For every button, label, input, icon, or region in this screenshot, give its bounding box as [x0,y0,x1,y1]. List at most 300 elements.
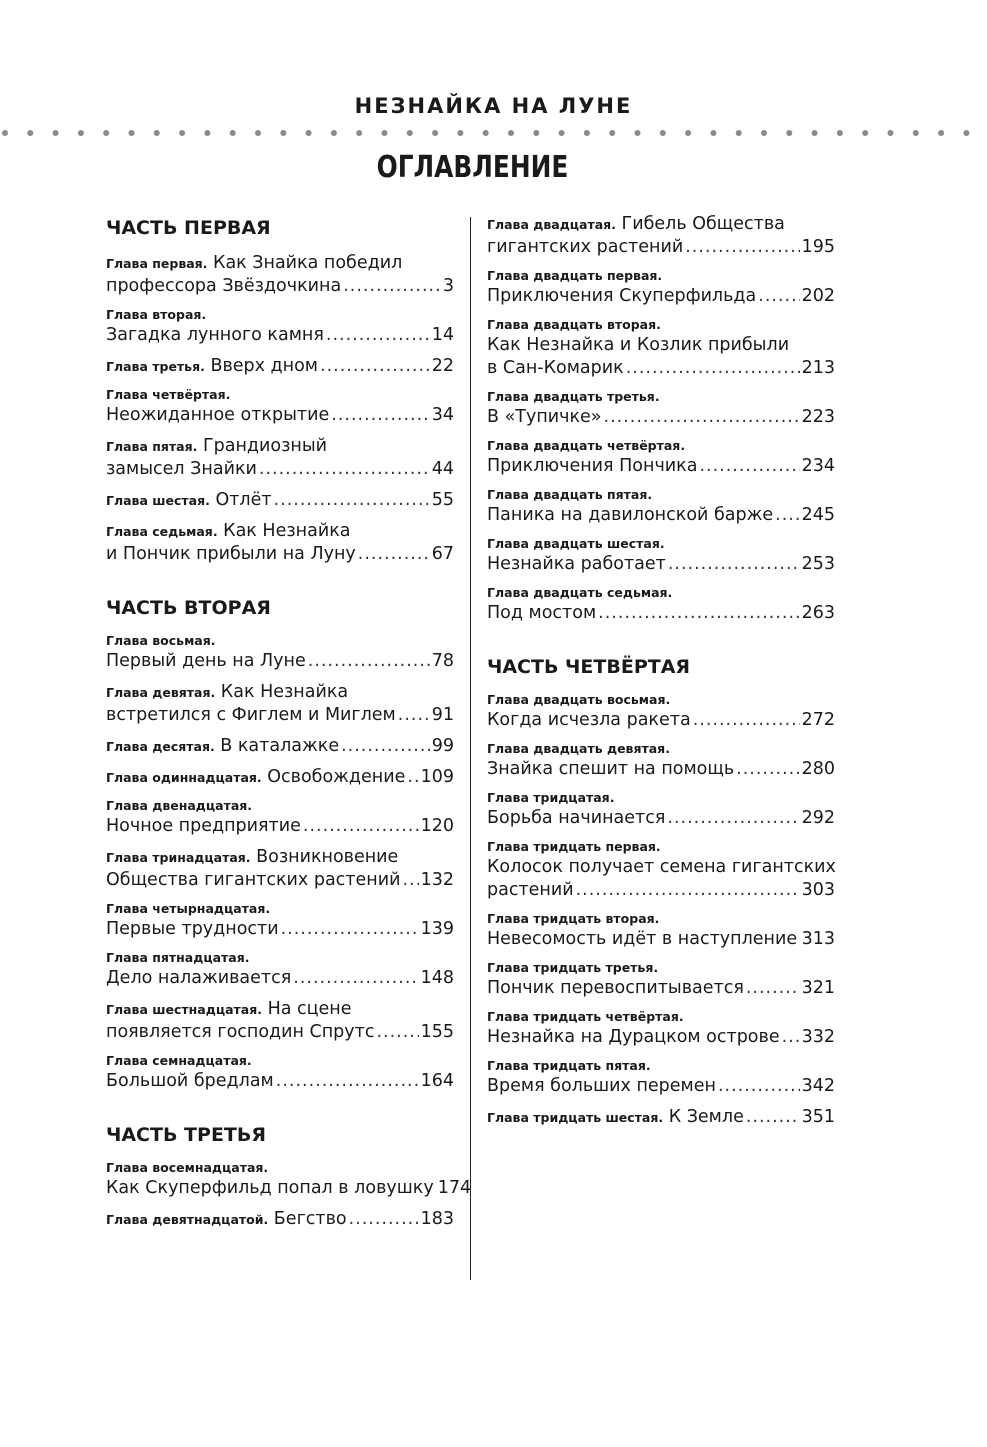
toc-column-right [487,213,835,1137]
page-number: 67 [431,544,454,564]
page-number: 351 [801,1107,835,1127]
chapter-label: Глава шестая. [106,493,210,508]
chapter-row [487,977,835,1000]
chapter-entry [487,740,835,781]
chapter-title: и Пончик прибыли на Луну [106,544,356,564]
dot-leader [699,455,799,478]
chapter-title-text [487,357,624,380]
part4-entries [487,691,835,1129]
chapter-entry [487,1106,835,1129]
dot-leader [598,602,799,625]
chapter-row [487,455,835,478]
chapter-title-line [106,846,454,869]
chapter-title: Первый день на Луне [106,651,306,671]
chapter-label: Глава тридцать первая. [487,839,661,854]
divider-dot [913,130,919,136]
chapter-entry [487,1008,835,1049]
chapter-entry [487,437,835,478]
chapter-title: замысел Знайки [106,459,257,479]
chapter-row [106,489,454,512]
chapter-label: Глава пятая. [106,439,198,454]
dot-leader [276,1070,419,1093]
divider-dot [432,130,438,136]
chapter-title-line: Как Незнайка и Козлик прибыли [487,335,790,355]
divider-dot [533,130,539,136]
divider-dot [635,130,641,136]
chapter-entry [106,1052,454,1093]
chapter-title: встретился с Фиглем и Миглем [106,705,396,725]
chapter-label: Глава одиннадцатая. [106,770,262,785]
chapter-title-text [487,406,602,429]
chapter-entry [106,735,454,758]
chapter-title-text [487,602,596,625]
chapter-title: Вверх дном [210,356,319,376]
chapter-entry [487,316,835,380]
chapter-title-text [487,977,744,1000]
chapter-row [106,1208,454,1231]
dot-leader [576,879,800,902]
chapter-title-line [106,998,454,1021]
chapter-entry [487,838,835,902]
chapter-row [106,650,454,673]
chapter-title-text: Грандиозный [202,436,328,456]
dot-leader [402,869,418,892]
chapter-row [106,1070,454,1093]
chapter-row [106,918,454,941]
book-title-header: НЕЗНАЙКА НА ЛУНЕ [354,94,633,118]
dot-leader [376,1021,418,1044]
divider-dot [609,130,615,136]
chapter-label: Глава двадцать четвёртая. [487,438,686,453]
chapter-title-text [487,1075,716,1098]
chapter-row [487,553,835,576]
chapter-title: Освобождение [267,767,406,787]
chapter-row [487,879,835,902]
page-number: 280 [801,759,835,779]
divider-dot [508,130,514,136]
chapter-entry [487,584,835,625]
chapter-row [106,404,454,427]
chapter-title-text: Как Незнайка [223,521,351,541]
chapter-title-text [106,489,272,512]
chapter-title-text [487,1106,744,1129]
chapter-row [487,504,835,527]
chapter-row [487,709,835,732]
divider-dot [710,130,716,136]
chapter-label: Глава десятая. [106,739,215,754]
chapter-title-text [487,285,756,308]
dot-leader [407,766,418,789]
dot-leader [343,275,441,298]
chapter-title: гигантских растений [487,237,684,257]
chapter-label: Глава третья. [106,359,205,374]
divider-dot [154,130,160,136]
chapter-entry [487,691,835,732]
page-number: 78 [431,651,454,671]
chapter-label: Глава тридцать вторая. [487,911,660,926]
chapter-title-text [106,543,356,566]
chapter-title: Ночное предприятие [106,816,301,836]
chapter-title-line [106,520,454,543]
chapter-label: Глава тридцать пятая. [487,1058,651,1073]
dot-leader [320,355,430,378]
chapter-row [106,815,454,838]
page-number: 272 [801,710,835,730]
dot-leader [274,489,430,512]
divider-dot [559,130,565,136]
divider-dot [255,130,261,136]
chapter-title: К Земле [668,1107,744,1127]
page-number: 132 [420,870,454,890]
chapter-entry [487,789,835,830]
chapter-row [487,1106,835,1129]
chapter-entry [487,213,835,259]
divider-dot [129,130,135,136]
page-number: 342 [801,1076,835,1096]
part-heading: ЧАСТЬ ПЕРВАЯ [106,217,271,239]
page-number: 120 [420,816,454,836]
page-number: 34 [431,405,454,425]
chapter-row [487,928,835,951]
dot-leader [303,815,419,838]
chapter-label: Глава тридцатая. [487,790,615,805]
chapter-label: Глава тринадцатая. [106,850,251,865]
chapter-label: Глава восьмая. [106,633,216,648]
page-title: ОГЛАВЛЕНИЕ [376,150,569,185]
dot-leader [746,1106,800,1129]
dot-leader [782,1026,800,1049]
chapter-title-text [487,758,734,781]
chapter-label: Глава двадцать третья. [487,389,660,404]
divider-dot [356,130,362,136]
chapter-title-line [106,435,454,458]
chapter-title-text [106,355,318,378]
dot-leader [349,1208,419,1231]
page-number: 183 [420,1209,454,1229]
chapter-row [487,236,835,259]
chapter-title-text [106,1177,434,1200]
chapter-title-line: Колосок получает семена гигантских [487,857,836,877]
chapter-title-text [487,236,683,259]
dot-leader [398,704,430,727]
page-number: 202 [801,286,835,306]
column-divider [470,217,471,1280]
chapter-row [487,758,835,781]
chapter-title-text [106,704,396,727]
chapter-entry [106,489,454,512]
chapter-title-text [106,766,405,789]
divider-dot [230,130,236,136]
chapter-row [487,357,835,380]
divider-dot [761,130,767,136]
page-number: 223 [801,407,835,427]
page-number: 164 [420,1071,454,1091]
page-number: 234 [801,456,835,476]
chapter-label: Глава восемнадцатая. [106,1160,269,1175]
chapter-title: Приключения Скуперфильда [487,286,757,306]
chapter-label: Глава двадцать восьмая. [487,692,671,707]
divider-dot [179,130,185,136]
chapter-label: Глава двенадцатая. [106,798,253,813]
chapter-title: Незнайка работает [487,554,666,574]
dot-leader [326,324,430,347]
divider-dot [685,130,691,136]
dot-leader [775,504,799,527]
chapter-label: Глава четырнадцатая. [106,901,271,916]
page-number: 55 [431,490,454,510]
chapter-title-text [487,807,665,830]
chapter-entry [106,681,454,727]
chapter-label: Глава двадцать шестая. [487,536,665,551]
page-number: 303 [801,880,835,900]
divider-dot [407,130,413,136]
dot-leader [293,967,418,990]
dot-leader [667,807,799,830]
chapter-label: Глава тридцать третья. [487,960,659,975]
chapter-entry [106,252,454,298]
chapter-row [106,967,454,990]
chapter-title-text [106,324,324,347]
chapter-title-text: Как Знайка победил [213,253,403,273]
chapter-title: Отлёт [215,490,272,510]
chapter-row [487,285,835,308]
chapter-row [106,275,454,298]
dotted-divider [0,123,987,143]
divider-dot [204,130,210,136]
divider-dot [331,130,337,136]
chapter-title-text [487,879,574,902]
divider-dot [786,130,792,136]
chapter-title-text [106,1021,374,1044]
chapter-entry [106,520,454,566]
chapter-row [487,406,835,429]
chapter-title-text [106,869,400,892]
chapter-title-text [106,815,301,838]
chapter-entry [487,910,835,951]
chapter-label: Глава двадцать первая. [487,268,663,283]
part3-continued-entries [487,213,835,625]
chapter-row [106,735,454,758]
chapter-title: Знайка спешит на помощь [487,759,735,779]
page-number: 174 [437,1178,472,1198]
chapter-title: в Сан-Комарик [487,358,624,378]
divider-dot [2,130,8,136]
dot-leader [758,285,799,308]
dot-leader [331,404,429,427]
dot-leader [308,650,430,673]
dot-leader [358,543,430,566]
chapter-label: Глава двадцать седьмая. [487,585,673,600]
chapter-entry [106,306,454,347]
chapter-label: Глава двадцать вторая. [487,317,661,332]
chapter-row [487,602,835,625]
divider-dot [27,130,33,136]
chapter-label: Глава двадцать пятая. [487,487,653,502]
divider-dot [382,130,388,136]
chapter-row [106,1177,472,1200]
chapter-entry [106,386,454,427]
part-heading: ЧАСТЬ ТРЕТЬЯ [106,1124,266,1146]
chapter-title-text [106,1070,274,1093]
dot-leader [746,977,800,1000]
chapter-title: Паника на давилонской барже [487,505,774,525]
chapter-label: Глава четвёртая. [106,387,231,402]
chapter-entry [106,846,454,892]
page-number: 14 [431,325,454,345]
dot-leader [736,758,799,781]
chapter-title: Загадка лунного камня [106,325,324,345]
divider-dot [660,130,666,136]
chapter-title: Общества гигантских растений [106,870,401,890]
chapter-row [106,324,454,347]
dot-leader [693,709,800,732]
chapter-title-text [106,1208,347,1231]
page-number: 253 [801,554,835,574]
chapter-title: Приключения Пончика [487,456,698,476]
chapter-row [106,766,454,789]
chapter-entry [106,766,454,789]
chapter-label: Глава шестнадцатая. [106,1002,262,1017]
divider-dot [862,130,868,136]
chapter-title: Как Скуперфильд попал в ловушку [106,1178,434,1198]
chapter-title-text [487,709,691,732]
chapter-title-text [106,404,329,427]
chapter-row [106,355,454,378]
chapter-entry [487,1057,835,1098]
chapter-title: Время больших перемен [487,1076,716,1096]
chapter-title: В «Тупичке» [487,407,602,427]
chapter-entry [106,355,454,378]
part1-entries [106,252,454,566]
page-number: 99 [431,736,454,756]
chapter-title: Дело налаживается [106,968,292,988]
part3-entries [106,1159,472,1231]
divider-dot [837,130,843,136]
chapter-title: Большой бредлам [106,1071,274,1091]
divider-dot [103,130,109,136]
chapter-title: Первые трудности [106,919,279,939]
chapter-label: Глава пятнадцатая. [106,950,250,965]
chapter-title-text [106,650,306,673]
page-number: 313 [801,929,835,949]
chapter-title-text [106,735,339,758]
divider-dot [280,130,286,136]
chapter-entry [106,900,454,941]
chapter-title: Незнайка на Дурацком острове [487,1027,780,1047]
toc-column-left [106,214,472,1239]
chapter-label: Глава первая. [106,256,208,271]
part-heading: ЧАСТЬ ВТОРАЯ [106,597,271,619]
chapter-entry [106,1208,454,1231]
chapter-label: Глава вторая. [106,307,207,322]
divider-dot [888,130,894,136]
dot-leader [259,458,430,481]
chapter-label: Глава двадцатая. [487,217,616,232]
divider-dot [736,130,742,136]
divider-dot [457,130,463,136]
divider-dot [78,130,84,136]
divider-dot [306,130,312,136]
chapter-label: Глава девятая. [106,685,216,700]
chapter-title-text [487,1026,780,1049]
dot-leader [668,553,800,576]
chapter-title: В каталажке [220,736,340,756]
chapter-label: Глава девятнадцатой. [106,1212,269,1227]
divider-dot [584,130,590,136]
page-number: 195 [801,237,835,257]
chapter-row [106,543,454,566]
page-number: 91 [431,705,454,725]
chapter-row [106,704,454,727]
chapter-title: Когда исчезла ракета [487,710,691,730]
chapter-entry [106,632,454,673]
chapter-title-text [487,455,697,478]
chapter-title: Невесомость идёт в наступление [487,929,798,949]
chapter-entry [487,535,835,576]
chapter-entry [487,486,835,527]
chapter-title: Борьба начинается [487,808,666,828]
chapter-title-line [106,252,454,275]
chapter-title: Неожиданное открытие [106,405,330,425]
chapter-label: Глава тридцать шестая. [487,1110,664,1125]
chapter-title-text [106,967,291,990]
chapter-row [487,1075,835,1098]
chapter-entry [487,959,835,1000]
page-number: 139 [420,919,454,939]
page-number: 155 [420,1022,454,1042]
page-number: 3 [442,276,454,296]
chapter-row [106,1021,454,1044]
chapter-title-text: Как Незнайка [220,682,349,702]
chapter-title: появляется господин Спрутс [106,1022,375,1042]
chapter-entry [487,388,835,429]
chapter-title-text [487,928,797,951]
chapter-title-text [106,275,341,298]
page-number: 148 [420,968,454,988]
page-number: 245 [801,505,835,525]
chapter-title: профессора Звёздочкина [106,276,342,296]
divider-dot [812,130,818,136]
dot-leader [281,918,419,941]
chapter-entry [106,435,454,481]
dot-leader [341,735,430,758]
page-number: 213 [801,358,835,378]
divider-dot [938,130,944,136]
chapter-title: Бегство [273,1209,347,1229]
chapter-title: Под мостом [487,603,597,623]
page-number: 22 [431,356,454,376]
chapter-entry [106,1159,472,1200]
chapter-label: Глава тридцать четвёртая. [487,1009,684,1024]
chapter-entry [106,949,454,990]
chapter-row [106,869,454,892]
dot-leader [604,406,800,429]
part2-entries [106,632,454,1093]
chapter-title: Пончик перевоспитывается [487,978,744,998]
chapter-title-text [487,504,773,527]
part-heading: ЧАСТЬ ЧЕТВЁРТАЯ [487,656,691,678]
chapter-entry [487,267,835,308]
dot-leader [626,357,800,380]
chapter-row [487,807,835,830]
chapter-title-text [106,458,257,481]
chapter-title-text: Гибель Общества [621,214,785,234]
page-number: 321 [801,978,835,998]
divider-dot [53,130,59,136]
page-number: 44 [431,459,454,479]
divider-dot [963,130,969,136]
chapter-title-text: На сцене [267,999,352,1019]
